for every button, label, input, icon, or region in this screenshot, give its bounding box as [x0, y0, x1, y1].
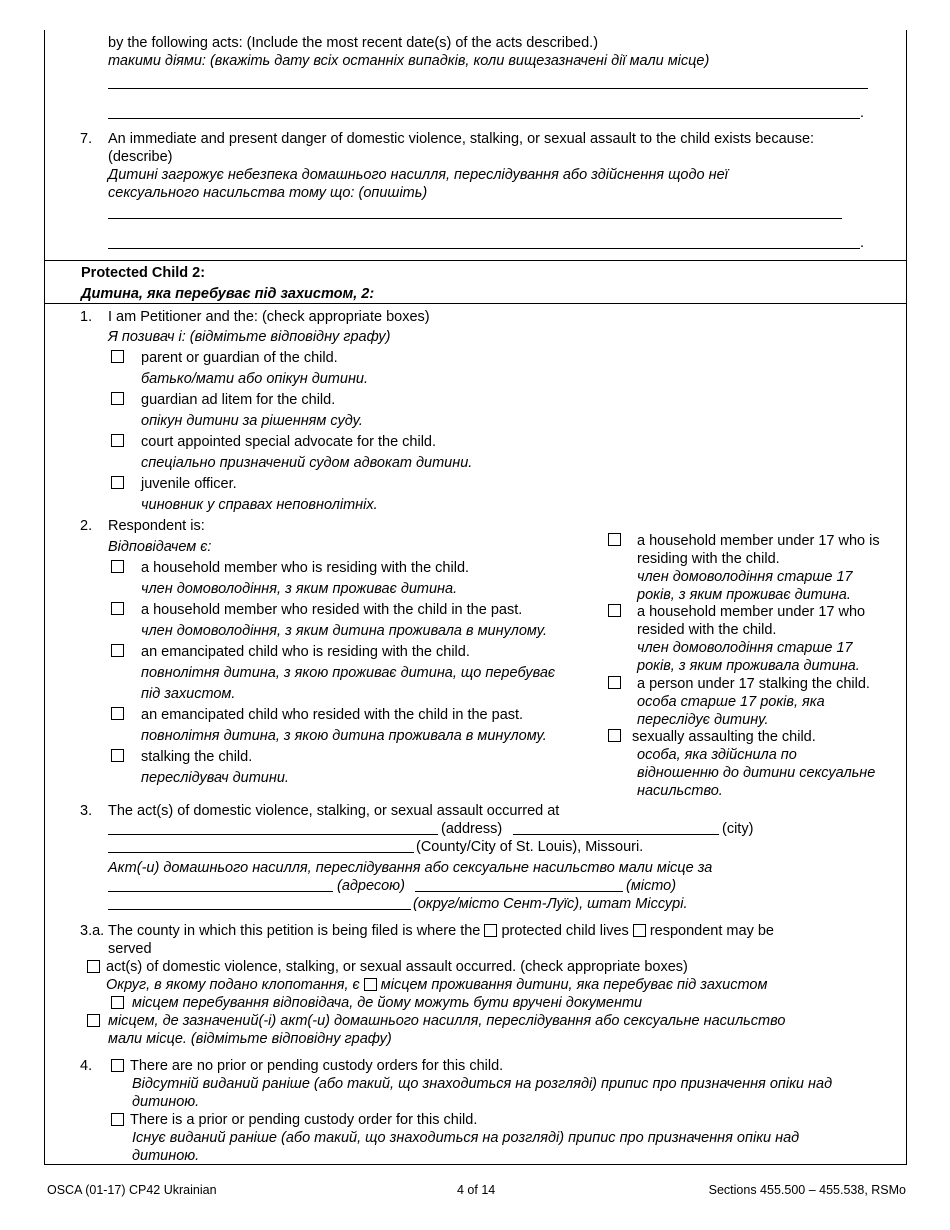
option-label-uk: особа старше 17 років, яка: [637, 694, 825, 710]
parent-guardian-checkbox[interactable]: [111, 350, 124, 363]
danger-input-line-2[interactable]: [108, 248, 860, 249]
option-label-uk: мали місце. (відмітьте відповідну графу): [108, 1031, 392, 1047]
option-label: sexually assaulting the child.: [632, 729, 816, 745]
item2-text: Respondent is:: [108, 518, 205, 534]
under17-residing-checkbox[interactable]: [608, 533, 621, 546]
option-label-uk: місцем перебування відповідача, де йому можуть бути вручені документи: [132, 995, 643, 1011]
option-label-uk: чиновник у справах неповнолітніх.: [141, 497, 378, 513]
item3-text: The act(s) of domestic violence, stalking, or sexual assault occurred at: [108, 803, 560, 819]
child-lives-checkbox-uk[interactable]: [364, 978, 377, 991]
option-label-uk: опікун дитини за рішенням суду.: [141, 413, 363, 429]
under17-stalking-checkbox[interactable]: [608, 676, 621, 689]
county-label-uk: (округ/місто Сент-Луїс), штат Міссурі.: [413, 896, 688, 912]
option-label-uk: спеціально призначений судом адвокат дитини.: [141, 455, 473, 471]
emancipated-resided-checkbox[interactable]: [111, 707, 124, 720]
option-label-uk: дитиною.: [132, 1148, 200, 1164]
option-label: an emancipated child who is residing with the child.: [141, 644, 470, 660]
item7-number: 7.: [80, 131, 93, 147]
city-input[interactable]: [513, 834, 719, 835]
juvenile-officer-checkbox[interactable]: [111, 476, 124, 489]
option-label-uk: відношенню до дитини сексуальне: [637, 765, 876, 781]
option-label-uk: Відсутній виданий раніше (або такий, що знаходиться на розгляді) припис про призначення опіки над: [132, 1076, 833, 1092]
danger-input-line-1[interactable]: [108, 218, 842, 219]
city-input-uk[interactable]: [415, 891, 623, 892]
option-label: residing with the child.: [637, 551, 780, 567]
address-label: (address): [441, 821, 503, 837]
option-label-uk: років, з яким проживала дитина.: [637, 658, 860, 674]
special-advocate-checkbox[interactable]: [111, 434, 124, 447]
item3-text-uk: Акт(-и) домашнього насилля, переслідування або сексуальне насильство мали місце за: [108, 860, 713, 876]
option-label-uk: переслідує дитину.: [637, 712, 769, 728]
acts-occurred-checkbox-uk[interactable]: [87, 1014, 100, 1027]
respondent-served-checkbox-uk[interactable]: [111, 996, 124, 1009]
item1-text-uk: Я позивач і: (відмітьте відповідну графу): [108, 329, 391, 345]
address-label-uk: (адресою): [337, 878, 405, 894]
line-period: .: [860, 235, 865, 251]
household-residing-checkbox[interactable]: [111, 560, 124, 573]
option-label-uk: місцем, де зазначений(-і) акт(-и) домашнього насилля, переслідування або сексуальне насильство: [108, 1013, 786, 1029]
option-label-uk: під захистом.: [141, 686, 236, 702]
option-label-uk: повнолітня дитина, з якою дитина проживала в минулому.: [141, 728, 547, 744]
option-label: There are no prior or pending custody orders for this child.: [130, 1058, 504, 1074]
option-label-uk: Існує виданий раніше (або такий, що знаходиться на розгляді) припис про призначення опіки над: [132, 1130, 800, 1146]
option-label-uk: місцем проживання дитини, яка перебуває під захистом: [380, 977, 768, 993]
item4-number: 4.: [80, 1058, 93, 1074]
line-period: .: [860, 105, 865, 121]
option-label: a household member under 17 who: [637, 604, 866, 620]
item3a-intro-uk: Округ, в якому подано клопотання, є: [106, 977, 360, 993]
item7-describe: (describe): [108, 149, 173, 165]
option-label-uk: батько/мати або опікун дитини.: [141, 371, 369, 387]
option-label: an emancipated child who resided with the child in the past.: [141, 707, 524, 723]
acts-input-line-1[interactable]: [108, 88, 868, 89]
option-label-uk: член домоволодіння старше 17: [637, 569, 853, 585]
option-label: juvenile officer.: [141, 476, 237, 492]
option-label: court appointed special advocate for the child.: [141, 434, 437, 450]
item3a-intro: The county in which this petition is being filed is where the: [108, 923, 481, 939]
no-custody-orders-checkbox[interactable]: [111, 1059, 124, 1072]
respondent-served-checkbox[interactable]: [633, 924, 646, 937]
under17-resided-checkbox[interactable]: [608, 604, 621, 617]
item2-text-uk: Відповідачем є:: [108, 539, 212, 555]
stalking-checkbox[interactable]: [111, 749, 124, 762]
custody-order-exists-checkbox[interactable]: [111, 1113, 124, 1126]
option-label: resided with the child.: [637, 622, 777, 638]
option-label: parent or guardian of the child.: [141, 350, 338, 366]
child-lives-checkbox[interactable]: [484, 924, 497, 937]
option-label-uk: член домоволодіння старше 17: [637, 640, 853, 656]
option-label: a person under 17 stalking the child.: [637, 676, 870, 692]
acts-occurred-checkbox[interactable]: [87, 960, 100, 973]
acts-input-line-2[interactable]: [108, 118, 860, 119]
item3-number: 3.: [80, 803, 93, 819]
item3a-served: served: [108, 941, 152, 957]
section-title: Protected Child 2:: [81, 265, 206, 281]
option-label-uk: член домоволодіння, з яким проживає дитина.: [141, 581, 458, 597]
guardian-ad-litem-checkbox[interactable]: [111, 392, 124, 405]
acts-instruction-uk: такими діями: (вкажіть дату всіх останніх випадків, коли вищезазначені дії мали місце): [108, 53, 710, 69]
county-input-uk[interactable]: [108, 909, 411, 910]
item7-text: An immediate and present danger of domestic violence, stalking, or sexual assault to the child exists because:: [108, 131, 815, 147]
option-label: respondent may be: [649, 923, 774, 939]
item1-text: I am Petitioner and the: (check appropriate boxes): [108, 309, 430, 325]
item3a-number: 3.a.: [80, 923, 105, 939]
option-label-uk: насильство.: [637, 783, 723, 799]
acts-instruction: by the following acts: (Include the most recent date(s) of the acts described.): [108, 35, 599, 51]
option-label-uk: особа, яка здійснила по: [637, 747, 797, 763]
section-divider-bottom: [45, 303, 906, 304]
item7-text-uk-2: сексуального насильства тому що: (опишіть): [108, 185, 428, 201]
option-label: guardian ad litem for the child.: [141, 392, 336, 408]
city-label-uk: (місто): [626, 878, 677, 894]
footer-page-number: 4 of 14: [457, 1183, 496, 1197]
option-label: stalking the child.: [141, 749, 253, 765]
item3a-text: [108, 922, 774, 940]
footer-form-id: OSCA (01-17) CP42 Ukrainian: [47, 1183, 217, 1197]
option-label-uk: переслідувач дитини.: [141, 770, 289, 786]
form-frame: [44, 30, 907, 1165]
sexual-assault-checkbox[interactable]: [608, 729, 621, 742]
option-label-uk: дитиною.: [132, 1094, 200, 1110]
option-label-uk: років, з яким проживає дитина.: [637, 587, 851, 603]
option-label: a household member who is residing with the child.: [141, 560, 470, 576]
option-label: a household member under 17 who is: [637, 533, 880, 549]
emancipated-residing-checkbox[interactable]: [111, 644, 124, 657]
section-title-uk: Дитина, яка перебуває під захистом, 2:: [81, 286, 375, 302]
item1-number: 1.: [80, 309, 93, 325]
address-input[interactable]: [108, 834, 438, 835]
option-label: act(s) of domestic violence, stalking, or sexual assault occurred. (check appropriate boxes): [106, 959, 688, 975]
item2-number: 2.: [80, 518, 93, 534]
option-label: protected child lives: [501, 923, 629, 939]
county-label: (County/City of St. Louis), Missouri.: [416, 839, 644, 855]
option-label-uk: член домоволодіння, з яким дитина проживала в минулому.: [141, 623, 548, 639]
option-label: There is a prior or pending custody order for this child.: [130, 1112, 478, 1128]
household-resided-checkbox[interactable]: [111, 602, 124, 615]
city-label: (city): [722, 821, 754, 837]
item7-text-uk-1: Дитині загрожує небезпека домашнього насилля, переслідування або здійснення щодо неї: [108, 167, 728, 183]
section-divider-top: [45, 260, 906, 261]
footer-statute: Sections 455.500 – 455.538, RSMo: [708, 1183, 906, 1197]
item3a-text-uk: [106, 976, 767, 994]
option-label-uk: повнолітня дитина, з якою проживає дитина, що перебуває: [141, 665, 556, 681]
option-label: a household member who resided with the child in the past.: [141, 602, 523, 618]
county-input[interactable]: [108, 852, 414, 853]
address-input-uk[interactable]: [108, 891, 333, 892]
